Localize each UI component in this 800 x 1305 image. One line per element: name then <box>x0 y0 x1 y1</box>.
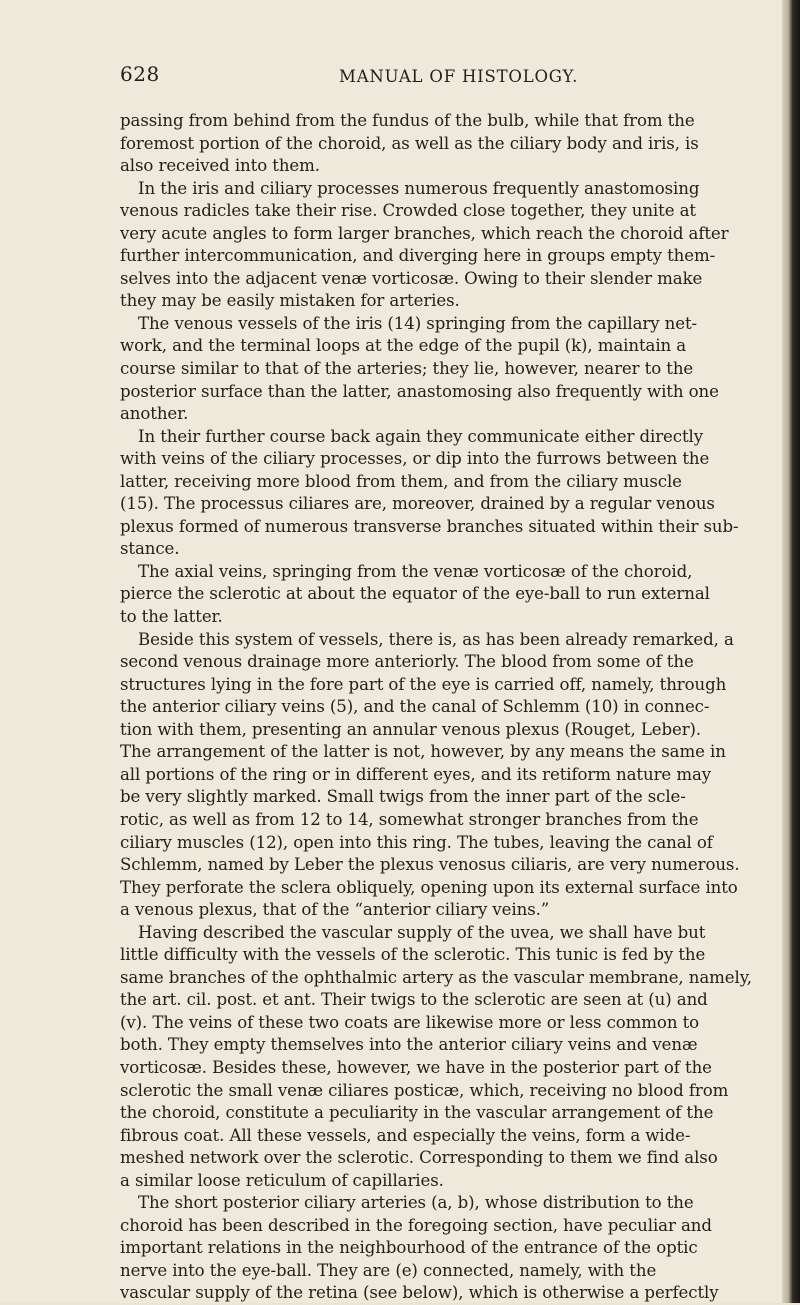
page-number: 628 <box>120 62 160 86</box>
body-text <box>120 110 784 1303</box>
text-line: work, and the terminal loops at the edge of the pupil (k), maintain a <box>120 336 687 356</box>
text-line: selves into the adjacent venæ vorticosæ. Owing to their slender make <box>120 268 703 288</box>
text-line: meshed network over the sclerotic. Corresponding to them we find also <box>120 1148 718 1168</box>
text-line: nerve into the eye-ball. They are (e) connected, namely, with the <box>120 1260 657 1280</box>
text-line: little difficulty with the vessels of the sclerotic. This tunic is fed by the <box>120 945 706 965</box>
text-line: venous radicles take their rise. Crowded close together, they unite at <box>120 201 696 221</box>
text-line: The axial veins, springing from the venæ vorticosæ of the choroid, <box>138 561 693 581</box>
text-line: with veins of the ciliary processes, or dip into the furrows between the <box>120 449 710 469</box>
text-line: (15). The processus ciliares are, moreover, drained by a regular venous <box>120 494 715 514</box>
text-line: structures lying in the fore part of the eye is carried off, namely, through <box>120 674 727 694</box>
text-line: In the iris and ciliary processes numerous frequently anastomosing <box>138 178 700 198</box>
text-line: In their further course back again they communicate either directly <box>138 426 704 446</box>
text-line: ciliary muscles (12), open into this ring. The tubes, leaving the canal of <box>120 832 713 852</box>
text-line: the choroid, constitute a peculiarity in the vascular arrangement of the <box>120 1103 714 1123</box>
text-line: passing from behind from the fundus of the bulb, while that from the <box>120 111 695 130</box>
text-line: important relations in the neighbourhood of the entrance of the optic <box>120 1238 698 1258</box>
text-line: both. They empty themselves into the anterior ciliary veins and venæ <box>120 1035 698 1055</box>
text-line: rotic, as well as from 12 to 14, somewhat stronger branches from the <box>120 809 699 829</box>
text-line: The short posterior ciliary arteries (a, b), whose distribution to the <box>138 1193 694 1213</box>
text-line: plexus formed of numerous transverse branches situated within their sub- <box>120 516 739 536</box>
text-line: second venous drainage more anteriorly. The blood from some of the <box>120 652 694 672</box>
text-line: stance. <box>120 539 180 559</box>
text-line: Schlemm, named by Leber the plexus venosus ciliaris, are very numerous. <box>120 855 740 875</box>
text-line: also received into them. <box>120 156 320 176</box>
text-line: course similar to that of the arteries; they lie, however, nearer to the <box>120 359 694 379</box>
text-line: another. <box>120 404 189 424</box>
text-line: a similar loose reticulum of capillaries. <box>120 1170 444 1190</box>
text-line: foremost portion of the choroid, as well as the ciliary body and iris, is <box>120 133 699 153</box>
text-line: posterior surface than the latter, anastomosing also frequently with one <box>120 381 719 401</box>
text-line: Beside this system of vessels, there is, as has been already remarked, a <box>138 629 734 649</box>
text-line: tion with them, presenting an annular venous plexus (Rouget, Leber). <box>120 719 702 739</box>
text-line: same branches of the ophthalmic artery as the vascular membrane, namely, <box>120 967 752 987</box>
text-line: pierce the sclerotic at about the equator of the eye-ball to run external <box>120 584 710 604</box>
text-line: (v). The veins of these two coats are likewise more or less common to <box>120 1012 700 1032</box>
text-line: be very slightly marked. Small twigs from the inner part of the scle- <box>120 787 686 807</box>
text-line: vascular supply of the retina (see below), which is otherwise a perfectly <box>120 1283 719 1303</box>
text-line: choroid has been described in the foregoing section, have peculiar and <box>120 1215 712 1235</box>
text-line: The venous vessels of the iris (14) springing from the capillary net- <box>138 313 698 333</box>
text-line: further intercommunication, and diverging here in groups empty them- <box>120 246 716 266</box>
text-line: the art. cil. post. et ant. Their twigs to the sclerotic are seen at (u) and <box>120 990 708 1010</box>
text-line: very acute angles to form larger branches, which reach the choroid after <box>120 223 729 243</box>
page-header <box>120 62 800 92</box>
text-line: Having described the vascular supply of the uvea, we shall have but <box>138 922 706 942</box>
text-line: The arrangement of the latter is not, however, by any means the same in <box>120 742 726 762</box>
text-line: to the latter. <box>120 607 223 627</box>
text-line: They perforate the sclera obliquely, opening upon its external surface into <box>120 877 738 897</box>
text-line: they may be easily mistaken for arteries. <box>120 291 460 311</box>
text-line: all portions of the ring or in different eyes, and its retiform nature may <box>120 764 712 784</box>
page-binding-edge <box>782 0 800 1303</box>
text-line: fibrous coat. All these vessels, and especially the veins, form a wide- <box>120 1125 691 1145</box>
running-title: MANUAL OF HISTOLOGY. <box>339 67 579 86</box>
text-line: vorticosæ. Besides these, however, we have in the posterior part of the <box>120 1057 712 1077</box>
text-line: a venous plexus, that of the “anterior ciliary veins.” <box>120 900 550 920</box>
text-line: the anterior ciliary veins (5), and the canal of Schlemm (10) in connec- <box>120 697 710 717</box>
text-line: sclerotic the small venæ ciliares posticæ, which, receiving no blood from <box>120 1080 729 1100</box>
text-line: latter, receiving more blood from them, and from the ciliary muscle <box>120 471 682 491</box>
